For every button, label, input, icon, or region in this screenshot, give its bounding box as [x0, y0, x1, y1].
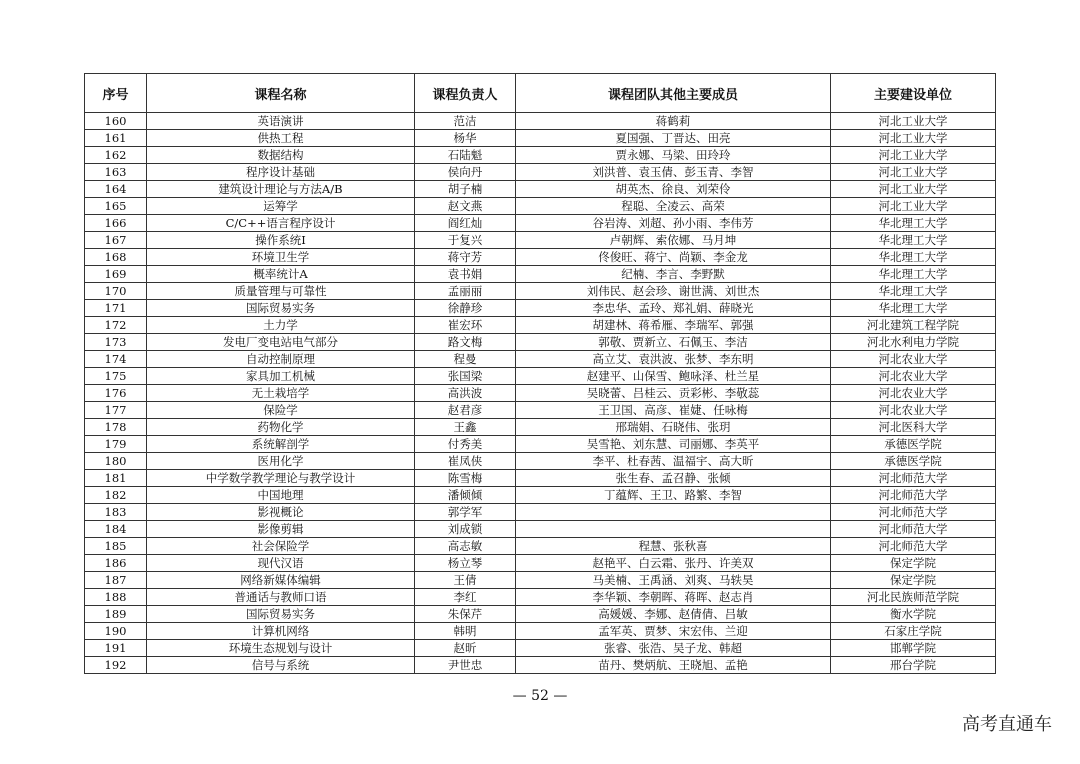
- cell-team-members: 马美楠、王禹涵、刘爽、马轶昊: [516, 572, 831, 589]
- cell-course-lead: 孟丽丽: [415, 283, 516, 300]
- cell-serial-number: 184: [85, 521, 147, 538]
- table-row: [85, 215, 996, 232]
- table-row: [85, 368, 996, 385]
- document-page: [84, 73, 995, 674]
- cell-course-lead: 李红: [415, 589, 516, 606]
- cell-institution: 华北理工大学: [831, 300, 996, 317]
- cell-institution: 河北师范大学: [831, 521, 996, 538]
- cell-team-members: 郭敬、贾新立、石佩玉、李洁: [516, 334, 831, 351]
- cell-course-lead: 潘倾倾: [415, 487, 516, 504]
- cell-serial-number: 192: [85, 657, 147, 674]
- cell-course-lead: 程曼: [415, 351, 516, 368]
- cell-serial-number: 173: [85, 334, 147, 351]
- table-row: [85, 351, 996, 368]
- cell-course-lead: 陈雪梅: [415, 470, 516, 487]
- cell-institution: 河北工业大学: [831, 198, 996, 215]
- table-row: [85, 334, 996, 351]
- cell-course-name: 数据结构: [147, 147, 415, 164]
- cell-institution: 河北工业大学: [831, 147, 996, 164]
- cell-serial-number: 175: [85, 368, 147, 385]
- table-row: [85, 521, 996, 538]
- cell-course-name: 中国地理: [147, 487, 415, 504]
- cell-course-name: 土力学: [147, 317, 415, 334]
- cell-serial-number: 191: [85, 640, 147, 657]
- cell-institution: 河北农业大学: [831, 368, 996, 385]
- cell-course-name: 信号与系统: [147, 657, 415, 674]
- cell-course-name: 普通话与教师口语: [147, 589, 415, 606]
- cell-course-name: 医用化学: [147, 453, 415, 470]
- table-row: [85, 402, 996, 419]
- cell-serial-number: 174: [85, 351, 147, 368]
- cell-institution: 河北工业大学: [831, 113, 996, 130]
- cell-serial-number: 177: [85, 402, 147, 419]
- table-row: [85, 113, 996, 130]
- table-row: [85, 385, 996, 402]
- cell-course-lead: 崔凤侠: [415, 453, 516, 470]
- cell-institution: 河北工业大学: [831, 164, 996, 181]
- cell-course-lead: 石陆魁: [415, 147, 516, 164]
- cell-course-lead: 尹世忠: [415, 657, 516, 674]
- cell-course-name: 概率统计A: [147, 266, 415, 283]
- cell-course-lead: 袁书娟: [415, 266, 516, 283]
- cell-institution: 河北师范大学: [831, 504, 996, 521]
- cell-course-name: 运筹学: [147, 198, 415, 215]
- cell-institution: 河北农业大学: [831, 351, 996, 368]
- cell-serial-number: 180: [85, 453, 147, 470]
- cell-institution: 保定学院: [831, 572, 996, 589]
- cell-course-name: 自动控制原理: [147, 351, 415, 368]
- cell-institution: 河北工业大学: [831, 181, 996, 198]
- cell-course-lead: 赵文燕: [415, 198, 516, 215]
- cell-team-members: 夏国强、丁晋达、田亮: [516, 130, 831, 147]
- cell-serial-number: 169: [85, 266, 147, 283]
- cell-course-lead: 蒋守芳: [415, 249, 516, 266]
- table-row: [85, 640, 996, 657]
- table-row: [85, 181, 996, 198]
- cell-serial-number: 182: [85, 487, 147, 504]
- cell-team-members: 佟俊旺、蒋宁、尚颖、李金龙: [516, 249, 831, 266]
- cell-institution: 邢台学院: [831, 657, 996, 674]
- cell-course-name: 现代汉语: [147, 555, 415, 572]
- cell-serial-number: 162: [85, 147, 147, 164]
- table-row: [85, 266, 996, 283]
- cell-course-lead: 高志敏: [415, 538, 516, 555]
- table-row: [85, 249, 996, 266]
- cell-course-name: 网络新媒体编辑: [147, 572, 415, 589]
- cell-team-members: 苗丹、樊炳航、王晓旭、孟艳: [516, 657, 831, 674]
- cell-team-members: 卢朝辉、索依娜、马月坤: [516, 232, 831, 249]
- cell-course-name: 环境卫生学: [147, 249, 415, 266]
- cell-serial-number: 164: [85, 181, 147, 198]
- table-header: [85, 74, 996, 113]
- cell-course-name: 程序设计基础: [147, 164, 415, 181]
- cell-course-name: 中学数学教学理论与教学设计: [147, 470, 415, 487]
- cell-course-name: 药物化学: [147, 419, 415, 436]
- cell-institution: 华北理工大学: [831, 283, 996, 300]
- cell-course-lead: 杨华: [415, 130, 516, 147]
- cell-serial-number: 183: [85, 504, 147, 521]
- cell-institution: 衡水学院: [831, 606, 996, 623]
- cell-team-members: 王卫国、高彦、崔婕、任咏梅: [516, 402, 831, 419]
- cell-course-lead: 阎红灿: [415, 215, 516, 232]
- cell-course-lead: 杨立琴: [415, 555, 516, 572]
- cell-course-name: 操作系统Ⅰ: [147, 232, 415, 249]
- cell-team-members: 胡英杰、徐良、刘荣伶: [516, 181, 831, 198]
- cell-institution: 石家庄学院: [831, 623, 996, 640]
- cell-institution: 河北师范大学: [831, 487, 996, 504]
- cell-serial-number: 181: [85, 470, 147, 487]
- cell-serial-number: 160: [85, 113, 147, 130]
- cell-institution: 承德医学院: [831, 436, 996, 453]
- cell-institution: 河北民族师范学院: [831, 589, 996, 606]
- table-body: [85, 113, 996, 674]
- cell-course-lead: 范洁: [415, 113, 516, 130]
- cell-course-lead: 朱保芹: [415, 606, 516, 623]
- header-serial-number: 序号: [85, 74, 147, 113]
- cell-team-members: 贾永娜、马梁、田玲玲: [516, 147, 831, 164]
- cell-course-lead: 赵昕: [415, 640, 516, 657]
- cell-serial-number: 186: [85, 555, 147, 572]
- cell-serial-number: 163: [85, 164, 147, 181]
- cell-team-members: 刘伟民、赵会珍、谢世满、刘世杰: [516, 283, 831, 300]
- table-row: [85, 147, 996, 164]
- table-row: [85, 198, 996, 215]
- cell-institution: 华北理工大学: [831, 266, 996, 283]
- table-row: [85, 436, 996, 453]
- cell-team-members: 谷岩涛、刘超、孙小雨、李伟芳: [516, 215, 831, 232]
- table-row: [85, 453, 996, 470]
- cell-institution: 河北工业大学: [831, 130, 996, 147]
- cell-serial-number: 189: [85, 606, 147, 623]
- cell-institution: 河北师范大学: [831, 470, 996, 487]
- cell-course-name: 系统解剖学: [147, 436, 415, 453]
- cell-serial-number: 166: [85, 215, 147, 232]
- page-number: — 52 —: [512, 688, 568, 704]
- cell-course-name: 环境生态规划与设计: [147, 640, 415, 657]
- cell-course-name: 国际贸易实务: [147, 606, 415, 623]
- cell-team-members: 李平、杜春茜、温福宇、高大昕: [516, 453, 831, 470]
- cell-course-lead: 高洪波: [415, 385, 516, 402]
- cell-serial-number: 172: [85, 317, 147, 334]
- cell-course-lead: 刘成锁: [415, 521, 516, 538]
- cell-course-lead: 王倩: [415, 572, 516, 589]
- cell-course-lead: 崔宏环: [415, 317, 516, 334]
- cell-team-members: 李华颖、李朝晖、蒋晖、赵志肖: [516, 589, 831, 606]
- cell-team-members: 张生春、孟召静、张倾: [516, 470, 831, 487]
- cell-team-members: 胡建林、蒋希雁、李瑞军、郭强: [516, 317, 831, 334]
- cell-serial-number: 165: [85, 198, 147, 215]
- cell-serial-number: 178: [85, 419, 147, 436]
- cell-institution: 河北农业大学: [831, 402, 996, 419]
- cell-course-name: 发电厂变电站电气部分: [147, 334, 415, 351]
- cell-serial-number: 187: [85, 572, 147, 589]
- cell-serial-number: 167: [85, 232, 147, 249]
- cell-serial-number: 176: [85, 385, 147, 402]
- cell-course-lead: 郭学军: [415, 504, 516, 521]
- cell-serial-number: 170: [85, 283, 147, 300]
- cell-course-name: 国际贸易实务: [147, 300, 415, 317]
- cell-team-members: 吴雪艳、刘东慧、司丽娜、李英平: [516, 436, 831, 453]
- table-row: [85, 657, 996, 674]
- table-row: [85, 487, 996, 504]
- cell-course-lead: 赵君彦: [415, 402, 516, 419]
- cell-course-lead: 张国梁: [415, 368, 516, 385]
- cell-team-members: 张睿、张浩、吴子龙、韩超: [516, 640, 831, 657]
- cell-team-members: [516, 504, 831, 521]
- header-team-members: 课程团队其他主要成员: [516, 74, 831, 113]
- table-row: [85, 470, 996, 487]
- cell-serial-number: 171: [85, 300, 147, 317]
- cell-team-members: 蒋鹤莉: [516, 113, 831, 130]
- cell-course-name: 家具加工机械: [147, 368, 415, 385]
- cell-institution: 河北建筑工程学院: [831, 317, 996, 334]
- cell-course-name: 保险学: [147, 402, 415, 419]
- header-course-name: 课程名称: [147, 74, 415, 113]
- cell-course-lead: 徐静珍: [415, 300, 516, 317]
- table-row: [85, 606, 996, 623]
- watermark-text: 高考直通车: [962, 714, 1052, 735]
- cell-serial-number: 188: [85, 589, 147, 606]
- table-row: [85, 283, 996, 300]
- table-row: [85, 419, 996, 436]
- cell-course-name: 影像剪辑: [147, 521, 415, 538]
- cell-team-members: 高立艾、袁洪波、张梦、李东明: [516, 351, 831, 368]
- table-row: [85, 572, 996, 589]
- cell-team-members: 赵建平、山保雪、鲍咏泽、杜兰星: [516, 368, 831, 385]
- cell-serial-number: 168: [85, 249, 147, 266]
- cell-institution: 河北水利电力学院: [831, 334, 996, 351]
- cell-team-members: 邢瑞娟、石晓伟、张玥: [516, 419, 831, 436]
- cell-institution: 华北理工大学: [831, 249, 996, 266]
- cell-institution: 邯郸学院: [831, 640, 996, 657]
- cell-course-name: 建筑设计理论与方法A/B: [147, 181, 415, 198]
- cell-course-name: 计算机网络: [147, 623, 415, 640]
- cell-team-members: 赵艳平、白云霜、张丹、许美双: [516, 555, 831, 572]
- table-row: [85, 538, 996, 555]
- cell-team-members: 吴晓蕾、吕桂云、贡彩彬、李敬蕊: [516, 385, 831, 402]
- cell-team-members: 程聪、全凌云、高荣: [516, 198, 831, 215]
- cell-team-members: 高媛媛、李娜、赵倩倩、吕敏: [516, 606, 831, 623]
- cell-course-name: 影视概论: [147, 504, 415, 521]
- cell-course-name: 英语演讲: [147, 113, 415, 130]
- cell-course-lead: 王鑫: [415, 419, 516, 436]
- cell-institution: 河北师范大学: [831, 538, 996, 555]
- cell-team-members: [516, 521, 831, 538]
- cell-course-name: 质量管理与可靠性: [147, 283, 415, 300]
- cell-institution: 华北理工大学: [831, 215, 996, 232]
- table-row: [85, 504, 996, 521]
- table-row: [85, 232, 996, 249]
- table-row: [85, 164, 996, 181]
- table-row: [85, 623, 996, 640]
- cell-institution: 承德医学院: [831, 453, 996, 470]
- table-row: [85, 130, 996, 147]
- table-row: [85, 555, 996, 572]
- header-row: [85, 74, 996, 113]
- course-table: [84, 73, 996, 674]
- cell-serial-number: 185: [85, 538, 147, 555]
- cell-team-members: 刘洪普、袁玉倩、彭玉青、李智: [516, 164, 831, 181]
- cell-team-members: 李忠华、孟玲、郑礼娟、薛晓光: [516, 300, 831, 317]
- cell-team-members: 孟军英、贾梦、宋宏伟、兰迎: [516, 623, 831, 640]
- cell-course-name: 社会保险学: [147, 538, 415, 555]
- table-row: [85, 589, 996, 606]
- header-institution: 主要建设单位: [831, 74, 996, 113]
- cell-institution: 河北医科大学: [831, 419, 996, 436]
- cell-course-lead: 胡子楠: [415, 181, 516, 198]
- cell-course-lead: 韩明: [415, 623, 516, 640]
- table-row: [85, 317, 996, 334]
- cell-institution: 河北农业大学: [831, 385, 996, 402]
- header-course-lead: 课程负责人: [415, 74, 516, 113]
- cell-institution: 华北理工大学: [831, 232, 996, 249]
- cell-course-name: C/C++语言程序设计: [147, 215, 415, 232]
- cell-serial-number: 190: [85, 623, 147, 640]
- cell-course-lead: 于复兴: [415, 232, 516, 249]
- cell-institution: 保定学院: [831, 555, 996, 572]
- cell-serial-number: 179: [85, 436, 147, 453]
- cell-team-members: 丁蕴辉、王卫、路繁、李智: [516, 487, 831, 504]
- cell-course-lead: 路文梅: [415, 334, 516, 351]
- cell-team-members: 纪楠、李言、李野默: [516, 266, 831, 283]
- cell-serial-number: 161: [85, 130, 147, 147]
- cell-course-name: 无土栽培学: [147, 385, 415, 402]
- cell-team-members: 程慧、张秋喜: [516, 538, 831, 555]
- cell-course-name: 供热工程: [147, 130, 415, 147]
- table-row: [85, 300, 996, 317]
- cell-course-lead: 付秀美: [415, 436, 516, 453]
- cell-course-lead: 侯向丹: [415, 164, 516, 181]
